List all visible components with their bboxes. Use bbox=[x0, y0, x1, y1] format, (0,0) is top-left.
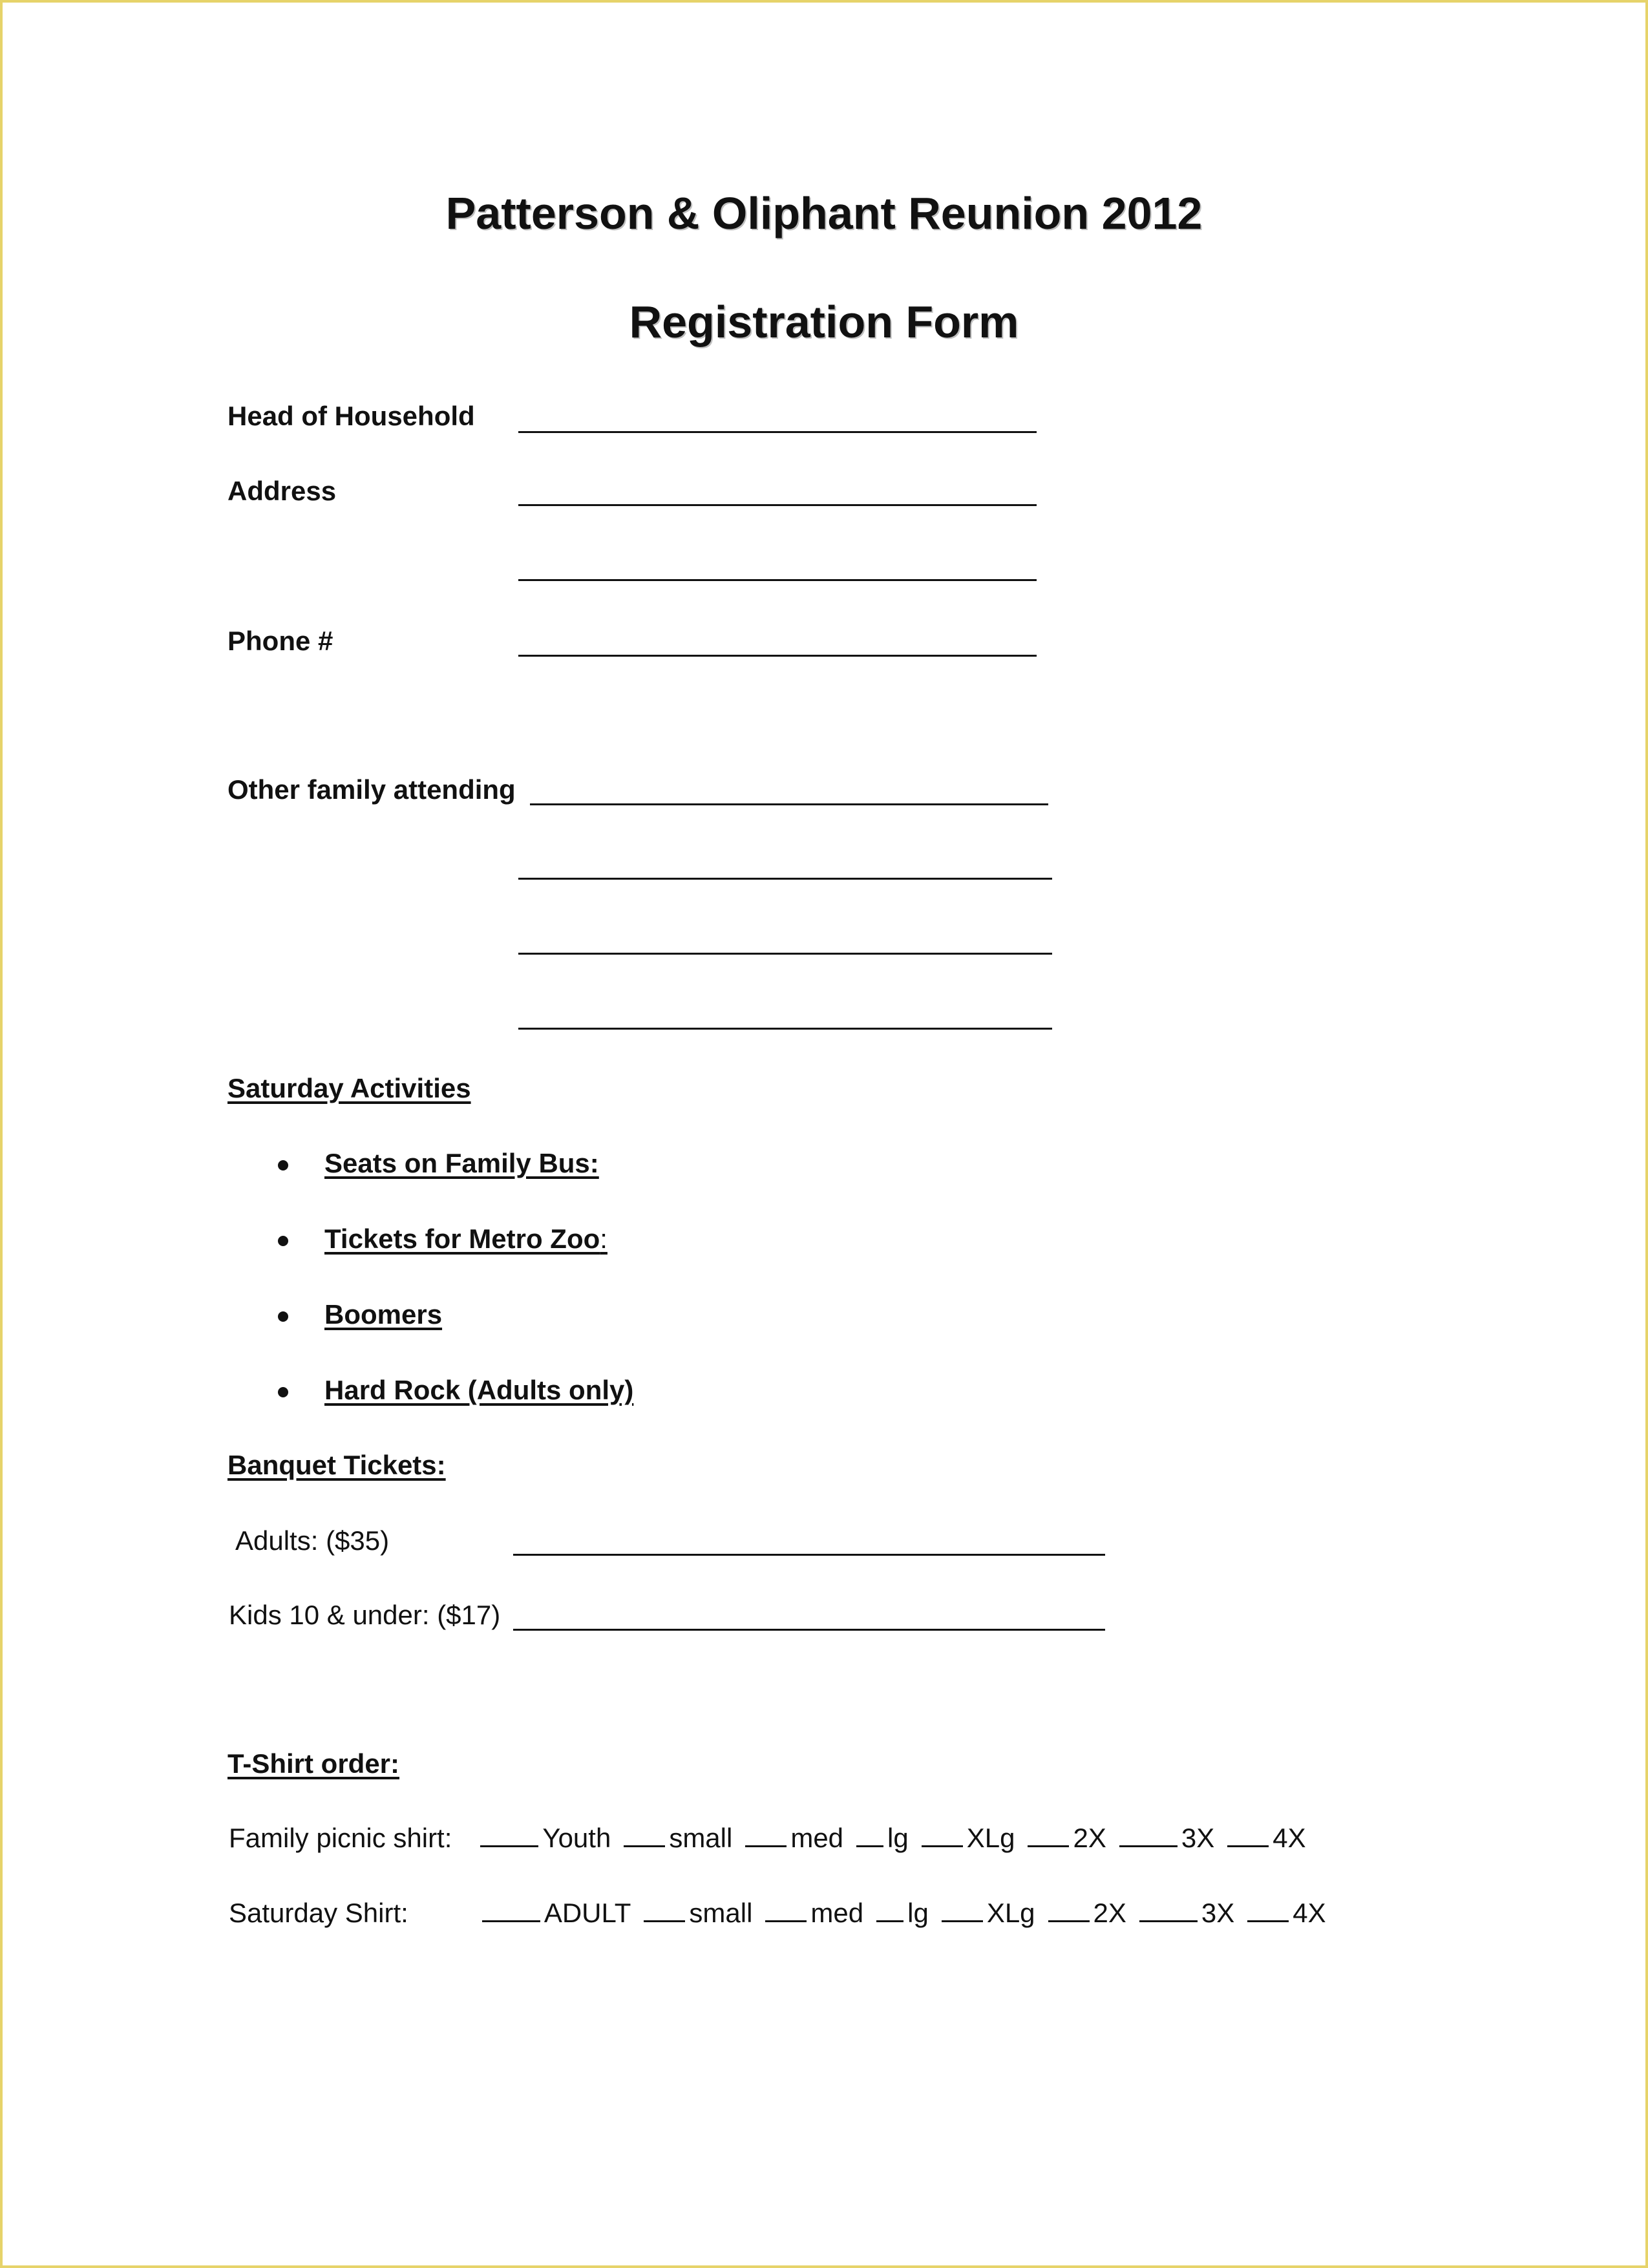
phone-label: Phone # bbox=[227, 626, 333, 656]
size-blank[interactable] bbox=[1227, 1826, 1269, 1847]
size-option: ADULT bbox=[544, 1898, 631, 1928]
saturday-activities-heading: Saturday Activities bbox=[227, 1073, 471, 1103]
head-of-household-label: Head of Household bbox=[227, 401, 475, 431]
other-family-label: Other family attending bbox=[227, 774, 516, 805]
size-option: 3X bbox=[1181, 1823, 1215, 1853]
size-blank[interactable] bbox=[1139, 1901, 1198, 1922]
bullet-item-metro-zoo: Tickets for Metro Zoo: bbox=[324, 1224, 607, 1254]
size-option: med bbox=[790, 1823, 844, 1853]
size-blank[interactable] bbox=[765, 1901, 807, 1922]
tshirt-order-heading: T-Shirt order: bbox=[227, 1748, 400, 1779]
bullet-icon bbox=[278, 1236, 288, 1246]
size-blank[interactable] bbox=[876, 1901, 903, 1922]
other-family-line-2[interactable] bbox=[518, 878, 1052, 880]
other-family-line-3[interactable] bbox=[518, 953, 1052, 955]
banquet-tickets-heading: Banquet Tickets: bbox=[227, 1450, 446, 1480]
size-blank[interactable] bbox=[1119, 1826, 1178, 1847]
size-blank[interactable] bbox=[856, 1826, 883, 1847]
saturday-shirt-label: Saturday Shirt: bbox=[229, 1898, 408, 1928]
bullet-item-hard-rock: Hard Rock (Adults only) bbox=[324, 1375, 634, 1405]
form-title: Patterson & Oliphant Reunion 2012 bbox=[445, 188, 1203, 238]
family-picnic-shirt-row bbox=[229, 1823, 1310, 1854]
family-picnic-shirt-label: Family picnic shirt: bbox=[229, 1823, 452, 1853]
size-blank[interactable] bbox=[922, 1826, 963, 1847]
size-option: 2X bbox=[1093, 1898, 1126, 1928]
address-line-1[interactable] bbox=[518, 504, 1037, 506]
size-blank[interactable] bbox=[942, 1901, 983, 1922]
adults-ticket-line[interactable] bbox=[513, 1554, 1105, 1556]
kids-ticket-label: Kids 10 & under: ($17) bbox=[229, 1600, 501, 1630]
kids-ticket-line[interactable] bbox=[513, 1629, 1105, 1631]
saturday-shirt-row bbox=[229, 1898, 1330, 1929]
size-blank[interactable] bbox=[482, 1901, 540, 1922]
size-blank[interactable] bbox=[644, 1901, 685, 1922]
size-option: 3X bbox=[1201, 1898, 1235, 1928]
bullet-item-family-bus: Seats on Family Bus: bbox=[324, 1148, 599, 1178]
size-blank[interactable] bbox=[745, 1826, 787, 1847]
size-option: XLg bbox=[966, 1823, 1015, 1853]
form-subtitle: Registration Form bbox=[629, 297, 1019, 347]
size-blank[interactable] bbox=[624, 1826, 665, 1847]
size-blank[interactable] bbox=[1048, 1901, 1090, 1922]
bullet-icon bbox=[278, 1387, 288, 1397]
bullet-item-boomers: Boomers bbox=[324, 1299, 443, 1330]
size-blank[interactable] bbox=[1247, 1901, 1289, 1922]
size-option: med bbox=[810, 1898, 864, 1928]
size-option: small bbox=[689, 1898, 753, 1928]
address-line-2[interactable] bbox=[518, 579, 1037, 581]
size-option: 2X bbox=[1073, 1823, 1106, 1853]
other-family-line-4[interactable] bbox=[518, 1028, 1052, 1030]
adults-ticket-label: Adults: ($35) bbox=[235, 1525, 390, 1556]
bullet-icon bbox=[278, 1160, 288, 1171]
size-option: 4X bbox=[1273, 1823, 1306, 1853]
address-label: Address bbox=[227, 476, 337, 506]
size-option: Youth bbox=[542, 1823, 611, 1853]
other-family-line-1[interactable] bbox=[530, 803, 1048, 805]
size-blank[interactable] bbox=[1028, 1826, 1069, 1847]
size-blank[interactable] bbox=[480, 1826, 538, 1847]
size-option: XLg bbox=[986, 1898, 1035, 1928]
phone-line[interactable] bbox=[518, 655, 1037, 657]
size-option: lg bbox=[887, 1823, 909, 1853]
bullet-icon bbox=[278, 1311, 288, 1322]
head-of-household-line[interactable] bbox=[518, 431, 1037, 433]
size-option: 4X bbox=[1293, 1898, 1326, 1928]
size-option: small bbox=[669, 1823, 733, 1853]
size-option: lg bbox=[907, 1898, 929, 1928]
